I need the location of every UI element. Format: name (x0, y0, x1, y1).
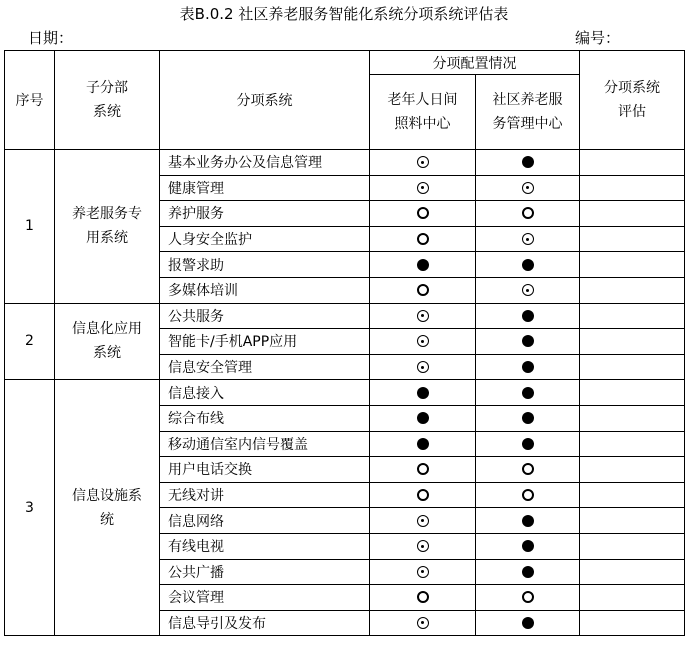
evaluation-cell[interactable] (580, 277, 685, 303)
filled-circle-icon (522, 566, 534, 578)
hollow-circle-icon (417, 284, 429, 296)
config-cell-a (370, 405, 476, 431)
evaluation-cell[interactable] (580, 533, 685, 559)
group-name-cell (55, 150, 160, 304)
group-name: 信息化应用系统 (72, 321, 142, 362)
evaluation-table (4, 50, 685, 636)
header-col-b (476, 75, 580, 150)
evaluation-cell[interactable] (580, 559, 685, 585)
item-name: 智能卡/手机APP应用 (160, 329, 370, 355)
item-name: 基本业务办公及信息管理 (160, 150, 370, 176)
hollow-circle-icon (417, 233, 429, 245)
filled-circle-icon (417, 438, 429, 450)
config-cell-a (370, 354, 476, 380)
filled-circle-icon (522, 438, 534, 450)
config-cell-a (370, 226, 476, 252)
config-cell-b (476, 559, 580, 585)
evaluation-cell[interactable] (580, 405, 685, 431)
config-cell-a (370, 380, 476, 406)
number-label: 编号： (575, 29, 621, 47)
evaluation-cell[interactable] (580, 457, 685, 483)
document-title: 表B.0.2 社区养老服务智能化系统分项系统评估表 (179, 5, 509, 23)
group-name: 信息设施系统 (72, 487, 142, 528)
item-name: 综合布线 (160, 405, 370, 431)
filled-circle-icon (417, 412, 429, 424)
evaluation-cell[interactable] (580, 303, 685, 329)
header-evaluation-text: 分项系统评估 (604, 80, 660, 120)
config-cell-b (476, 226, 580, 252)
config-cell-a (370, 559, 476, 585)
config-cell-a (370, 252, 476, 278)
config-cell-a (370, 533, 476, 559)
header-config: 分项配置情况 (370, 51, 580, 75)
dotted-circle-icon (522, 284, 534, 296)
config-cell-a (370, 482, 476, 508)
config-cell-b (476, 252, 580, 278)
item-name: 公共服务 (160, 303, 370, 329)
item-name: 会议管理 (160, 585, 370, 611)
evaluation-cell[interactable] (580, 354, 685, 380)
dotted-circle-icon (417, 335, 429, 347)
config-cell-b (476, 482, 580, 508)
hollow-circle-icon (417, 207, 429, 219)
group-name-cell (55, 303, 160, 380)
header-col-b-text: 社区养老服务管理中心 (492, 92, 563, 132)
dotted-circle-icon (417, 182, 429, 194)
hollow-circle-icon (522, 463, 534, 475)
header-subsystem-text: 子分部系统 (86, 80, 128, 120)
dotted-circle-icon (417, 617, 429, 629)
dotted-circle-icon (417, 566, 429, 578)
config-cell-b (476, 303, 580, 329)
header-col-a-text: 老年人日间照料中心 (387, 92, 458, 132)
dotted-circle-icon (522, 182, 534, 194)
evaluation-cell[interactable] (580, 431, 685, 457)
evaluation-cell[interactable] (580, 508, 685, 534)
config-cell-a (370, 175, 476, 201)
evaluation-cell[interactable] (580, 201, 685, 227)
filled-circle-icon (522, 515, 534, 527)
table-row (5, 380, 685, 406)
filled-circle-icon (522, 540, 534, 552)
dotted-circle-icon (417, 540, 429, 552)
table-row (5, 150, 685, 176)
evaluation-cell[interactable] (580, 585, 685, 611)
config-cell-b (476, 277, 580, 303)
dotted-circle-icon (417, 310, 429, 322)
dotted-circle-icon (522, 233, 534, 245)
config-cell-b (476, 431, 580, 457)
config-cell-b (476, 457, 580, 483)
hollow-circle-icon (522, 207, 534, 219)
config-cell-b (476, 329, 580, 355)
evaluation-cell[interactable] (580, 226, 685, 252)
date-label: 日期： (28, 29, 74, 47)
hollow-circle-icon (522, 591, 534, 603)
item-name: 信息安全管理 (160, 354, 370, 380)
group-seq: 2 (5, 303, 55, 380)
filled-circle-icon (522, 412, 534, 424)
config-cell-b (476, 380, 580, 406)
config-cell-b (476, 533, 580, 559)
filled-circle-icon (522, 387, 534, 399)
dotted-circle-icon (417, 361, 429, 373)
item-name: 养护服务 (160, 201, 370, 227)
dotted-circle-icon (417, 515, 429, 527)
config-cell-b (476, 508, 580, 534)
filled-circle-icon (522, 310, 534, 322)
config-cell-a (370, 610, 476, 636)
item-name: 报警求助 (160, 252, 370, 278)
header-col-a (370, 75, 476, 150)
evaluation-cell[interactable] (580, 380, 685, 406)
config-cell-b (476, 405, 580, 431)
item-name: 信息导引及发布 (160, 610, 370, 636)
filled-circle-icon (522, 335, 534, 347)
evaluation-cell[interactable] (580, 175, 685, 201)
item-name: 人身安全监护 (160, 226, 370, 252)
config-cell-a (370, 431, 476, 457)
header-evaluation (580, 51, 685, 150)
filled-circle-icon (522, 156, 534, 168)
group-name: 养老服务专用系统 (72, 206, 142, 247)
item-name: 无线对讲 (160, 482, 370, 508)
item-name: 公共广播 (160, 559, 370, 585)
filled-circle-icon (522, 259, 534, 271)
evaluation-cell[interactable] (580, 329, 685, 355)
config-cell-b (476, 354, 580, 380)
config-cell-a (370, 457, 476, 483)
config-cell-a (370, 277, 476, 303)
item-name: 多媒体培训 (160, 277, 370, 303)
config-cell-b (476, 610, 580, 636)
hollow-circle-icon (417, 591, 429, 603)
evaluation-cell[interactable] (580, 610, 685, 636)
item-name: 移动通信室内信号覆盖 (160, 431, 370, 457)
evaluation-cell[interactable] (580, 482, 685, 508)
filled-circle-icon (417, 387, 429, 399)
hollow-circle-icon (522, 489, 534, 501)
filled-circle-icon (417, 259, 429, 271)
config-cell-b (476, 150, 580, 176)
item-name: 信息接入 (160, 380, 370, 406)
header-item: 分项系统 (160, 51, 370, 150)
config-cell-a (370, 201, 476, 227)
header-subsystem (55, 51, 160, 150)
item-name: 用户电话交换 (160, 457, 370, 483)
item-name: 信息网络 (160, 508, 370, 534)
item-name: 有线电视 (160, 533, 370, 559)
group-name-cell (55, 380, 160, 636)
evaluation-cell[interactable] (580, 252, 685, 278)
config-cell-a (370, 329, 476, 355)
config-cell-a (370, 508, 476, 534)
dotted-circle-icon (417, 156, 429, 168)
item-name: 健康管理 (160, 175, 370, 201)
hollow-circle-icon (417, 463, 429, 475)
config-cell-b (476, 175, 580, 201)
filled-circle-icon (522, 361, 534, 373)
config-cell-b (476, 585, 580, 611)
evaluation-cell[interactable] (580, 150, 685, 176)
config-cell-a (370, 303, 476, 329)
group-seq: 1 (5, 150, 55, 304)
hollow-circle-icon (417, 489, 429, 501)
group-seq: 3 (5, 380, 55, 636)
config-cell-b (476, 201, 580, 227)
config-cell-a (370, 585, 476, 611)
table-row (5, 303, 685, 329)
header-seq: 序号 (5, 51, 55, 150)
filled-circle-icon (522, 617, 534, 629)
config-cell-a (370, 150, 476, 176)
